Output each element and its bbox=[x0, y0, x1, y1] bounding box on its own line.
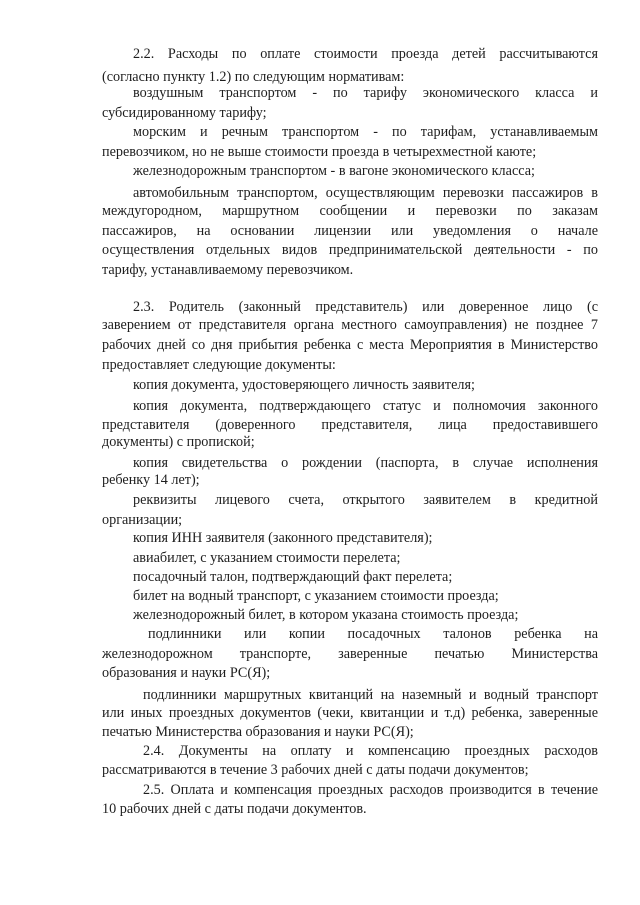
text-line: морским и речным транспортом - по тарифам, устанавливаемым bbox=[133, 124, 598, 140]
text-line: субсидированному тарифу; bbox=[102, 105, 267, 121]
text-line: междугородном, маршрутном сообщении и перевозки по заказам bbox=[102, 203, 598, 219]
text-line: авиабилет, с указанием стоимости перелета; bbox=[133, 550, 401, 566]
text-line: 2.4. Документы на оплату и компенсацию проездных расходов bbox=[143, 743, 598, 759]
text-line: железнодорожном транспорте, заверенные печатью Министерства bbox=[102, 646, 598, 662]
text-line: билет на водный транспорт, с указанием стоимости проезда; bbox=[133, 588, 499, 604]
text-line: образования и науки РС(Я); bbox=[102, 665, 271, 681]
text-line: автомобильным транспортом, осуществляющим перевозки пассажиров в bbox=[133, 185, 598, 201]
text-line: 2.2. Расходы по оплате стоимости проезда детей рассчитываются bbox=[133, 46, 598, 62]
text-line: посадочный талон, подтверждающий факт перелета; bbox=[133, 569, 453, 585]
text-line: 2.3. Родитель (законный представитель) или доверенное лицо (с bbox=[133, 299, 598, 315]
text-line: представителя (доверенного представителя, лица предоставившего bbox=[102, 417, 598, 433]
text-line: копия документа, удостоверяющего личность заявителя; bbox=[133, 377, 475, 393]
text-line: заверением от представителя органа местного самоуправления) не позднее 7 bbox=[102, 317, 598, 333]
text-line: 2.5. Оплата и компенсация проездных расходов производится в течение bbox=[143, 782, 598, 798]
text-line: реквизиты лицевого счета, открытого заявителем в кредитной bbox=[133, 492, 598, 508]
text-line: копия ИНН заявителя (законного представителя); bbox=[133, 530, 433, 546]
text-line: или иных проездных документов (чеки, квитанции и т.д) ребенка, заверенные bbox=[102, 705, 598, 721]
text-line: подлинники маршрутных квитанций на наземный и водный транспорт bbox=[143, 687, 598, 703]
text-line: железнодорожным транспортом - в вагоне экономического класса; bbox=[133, 163, 535, 179]
text-line: документы) с пропиской; bbox=[102, 434, 255, 450]
text-line: рассматриваются в течение 3 рабочих дней с даты подачи документов; bbox=[102, 762, 529, 778]
text-line: железнодорожный билет, в котором указана стоимость проезда; bbox=[133, 607, 519, 623]
text-line: копия документа, подтверждающего статус и полномочия законного bbox=[133, 398, 598, 414]
text-line: воздушным транспортом - по тарифу экономического класса и bbox=[133, 85, 598, 101]
text-line: печатью Министерства образования и науки РС(Я); bbox=[102, 724, 414, 740]
text-line: рабочих дней со дня прибытия ребенка с места Мероприятия в Министерство bbox=[102, 337, 598, 353]
text-line: пассажиров, на основании лицензии или уведомления о начале bbox=[102, 223, 598, 239]
text-line: осуществления отдельных видов предпринимательской деятельности - по bbox=[102, 242, 598, 258]
text-line: подлинники или копии посадочных талонов ребенка на bbox=[148, 626, 598, 642]
text-line: предоставляет следующие документы: bbox=[102, 357, 336, 373]
text-line: перевозчиком, но не выше стоимости проезда в четырехместной каюте; bbox=[102, 144, 537, 160]
text-line: ребенку 14 лет); bbox=[102, 472, 200, 488]
text-line: тарифу, устанавливаемому перевозчиком. bbox=[102, 262, 354, 278]
text-line: (согласно пункту 1.2) по следующим нормативам: bbox=[102, 69, 405, 85]
text-line: организации; bbox=[102, 512, 183, 528]
text-line: 10 рабочих дней с даты подачи документов. bbox=[102, 801, 367, 817]
text-line: копия свидетельства о рождении (паспорта, в случае исполнения bbox=[133, 455, 598, 471]
